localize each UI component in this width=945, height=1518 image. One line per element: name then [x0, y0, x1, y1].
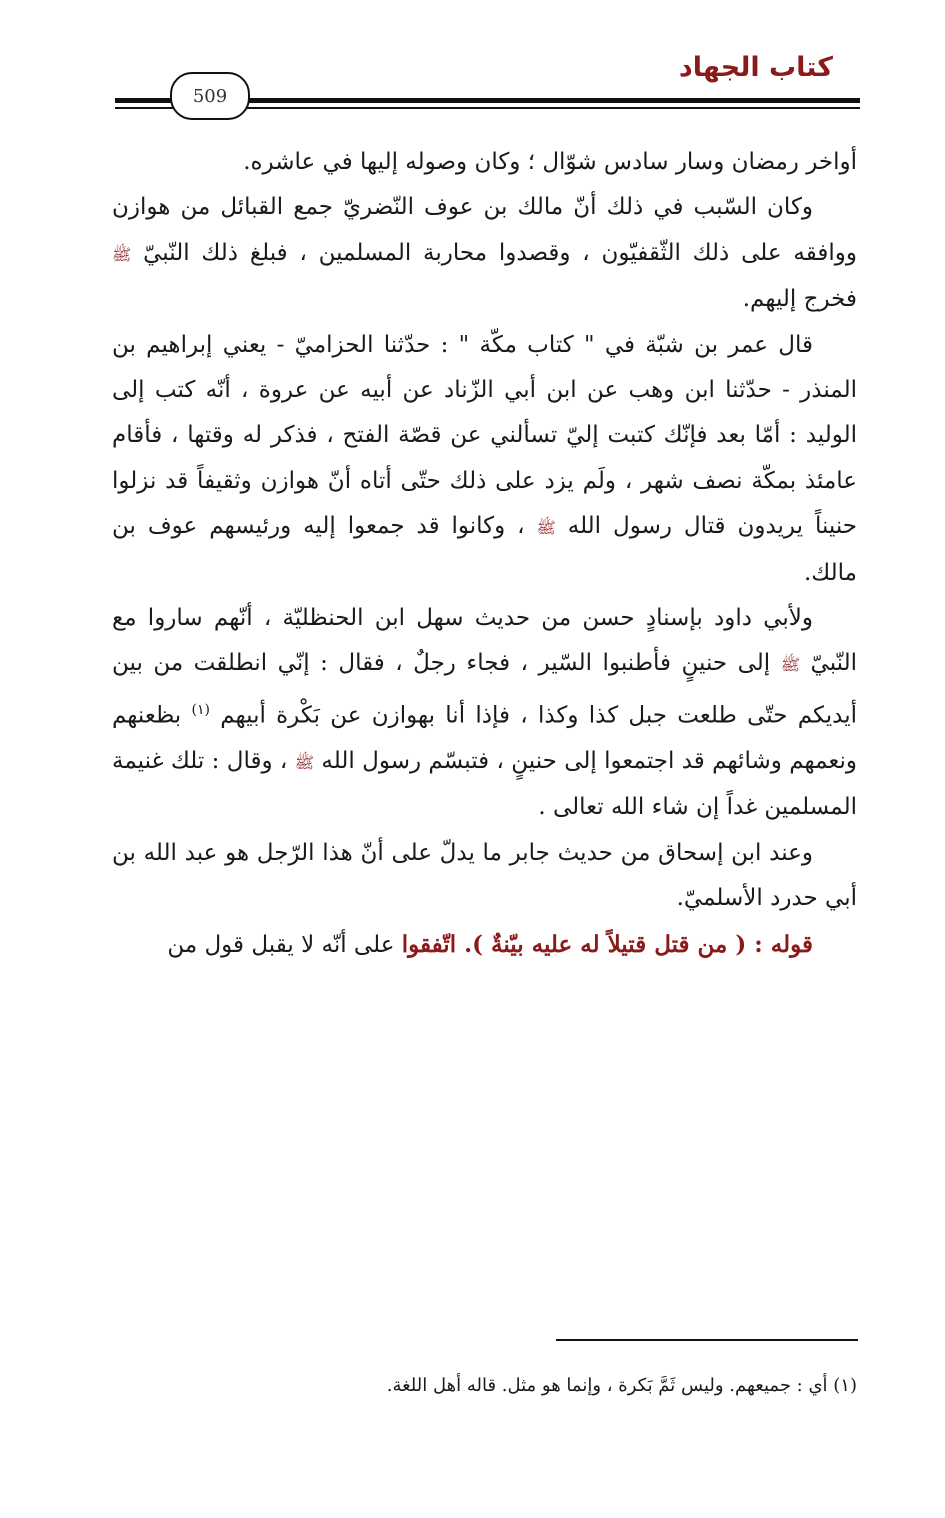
text-run: ، وقال : تلك غنيمة المسلمين غداً إن شاء الله تعالى .	[112, 747, 857, 821]
footnote-separator	[556, 1339, 858, 1341]
text-run: بظعنهم ونعمهم وشائهم قد اجتمعوا إلى حنينٍ ، فتبسّم رسول الله	[112, 702, 858, 774]
text-run: وعند ابن إسحاق من حديث جابر ما يدلّ على أنّ هذا الرّجل هو عبد الله بن أبي حدرد الأسلميّ.	[112, 839, 857, 912]
page-header	[0, 0, 945, 130]
paragraph	[112, 140, 857, 185]
salutation-glyph: ﷺ	[112, 244, 132, 264]
main-text	[112, 140, 857, 968]
text-run: وكان السّبب في ذلك أنّ مالك بن عوف النّضريّ جمع القبائل من هوازن ووافقه على ذلك الثّقفيّون ، وقصدوا محاربة المسلمين ، فبلغ ذلك النّبيّ	[112, 194, 857, 266]
footnote-ref: (١)	[191, 701, 210, 718]
chapter-title: كتاب الجهاد	[678, 52, 833, 83]
salutation-glyph: ﷺ	[780, 655, 801, 675]
text-run: ولأبي داود بإسنادٍ حسن من حديث سهل ابن الحنظليّة ، أنّهم ساروا مع النّبيّ	[112, 605, 857, 677]
quoted-heading: قوله : ( من قتل قتيلاً له عليه بيّنةٌ ). اتّفقوا	[401, 930, 813, 958]
footnote: (١) أي : جميعهم. وليس ثَمَّ بَكرة ، وإنما هو مثل. قاله أهل اللغة.	[386, 1375, 857, 1396]
page-number: 509	[170, 72, 250, 120]
salutation-glyph: ﷺ	[536, 518, 556, 538]
text-run: إلى حنينٍ فأطنبوا السّير ، فجاء رجلٌ ، فقال : إنّي انطلقت من بين أيديكم حتّى طلعت جبل كذا وكذا ، فإذا أنا بهوازن عن بَكْرة أبيهم	[112, 650, 857, 729]
paragraph	[112, 185, 857, 322]
paragraph	[112, 922, 857, 968]
text-run: أواخر رمضان وسار سادس شوّال ؛ وكان وصوله إليها في عاشره.	[243, 149, 857, 175]
paragraph	[112, 323, 857, 596]
paragraph	[112, 831, 857, 922]
text-run: على أنّه لا يقبل قول من	[167, 931, 402, 958]
salutation-glyph: ﷺ	[294, 752, 315, 772]
text-run: فخرج إليهم.	[742, 286, 857, 313]
text-run: قال عمر بن شبّة في " كتاب مكّة " : حدّثنا الحزاميّ - يعني إبراهيم بن المنذر - حدّثنا ابن وهب عن ابن أبي الزّناد عن أبيه عن عروة ، أنّه كتب إلى الوليد : أمّا بعد فإنّك كتبت إليّ تسألني عن قصّة الفتح ، فذكر له وقتها ، فأقام عامئذ بمكّة نصف شهر ، ولَم يزد على ذلك حتّى أتاه أنّ هوازن وثقيفاً قد نزلوا حنيناً يريدون قتال رسول الله	[112, 331, 857, 540]
text-run: ، وكانوا قد جمعوا إليه ورئيسهم عوف بن مالك.	[112, 513, 857, 586]
paragraph	[112, 596, 857, 831]
